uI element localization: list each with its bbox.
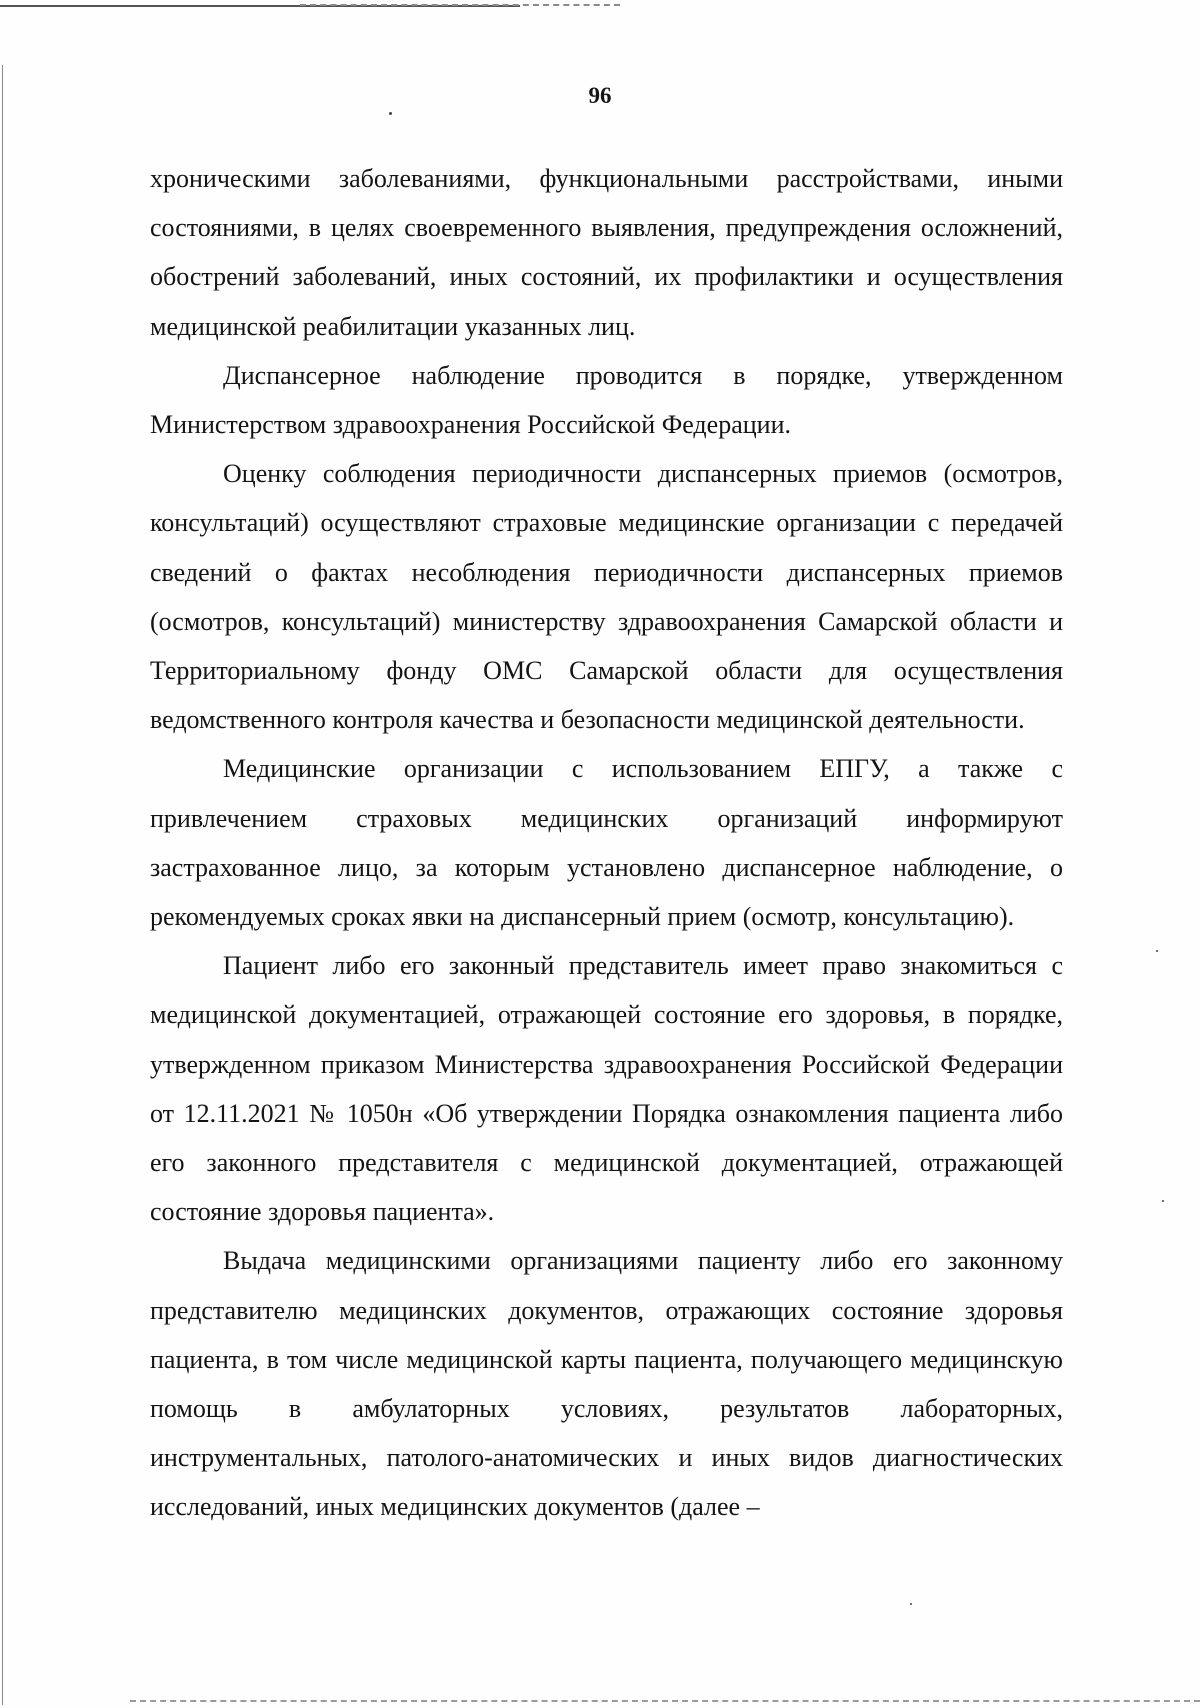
paragraph-dispensary-observation: Диспансерное наблюдение проводится в порядке, утвержденном Министерством здравоохранения Российской Федерации. [150, 360, 1063, 440]
paragraph-continuation: хроническими заболеваниями, функциональными расстройствами, иными состояниями, в целях своевременного выявления, предупреждения осложнений, обострений заболеваний, иных состояний, их профилактики и осуществления медицинской реабилитации указанных лиц. [150, 164, 1063, 341]
scan-edge-left [2, 65, 3, 1705]
scan-speck [1162, 1200, 1164, 1202]
scan-edge-top-noise [300, 4, 620, 6]
scan-speck [1156, 950, 1158, 952]
scan-speck [910, 1603, 912, 1605]
paragraph-access-to-records: Пациент либо его законный представитель имеет право знакомиться с медицинской документацией, отражающей состояние его здоровья, в порядке, утвержденном приказом Министерства здравоохранения Российской Федерации от 12.11.2021 № 1050н «Об утверждении Порядка ознакомления пациента либо его законного представителя с медицинской документацией, отражающей состояние здоровья пациента». [150, 951, 1063, 1227]
scan-edge-bottom [130, 1700, 1200, 1702]
document-body [150, 154, 1063, 1532]
page-number: 96 [588, 83, 612, 108]
scan-speck [389, 112, 392, 115]
paragraph-periodicity-assessment: Оценку соблюдения периодичности диспансерных приемов (осмотров, консультаций) осуществляют страховые медицинские организации с передачей сведений о фактах несоблюдения периодичности диспансерных приемов (осмотров, консультаций) министерству здравоохранения Самарской области и Территориальному фонду ОМС Самарской области для осуществления ведомственного контроля качества и безопасности медицинской деятельности. [150, 459, 1063, 735]
paragraph-patient-informing: Медицинские организации с использованием ЕПГУ, а также с привлечением страховых медицинских организаций информируют застрахованное лицо, за которым установлено диспансерное наблюдение, о рекомендуемых сроках явки на диспансерный прием (осмотр, консультацию). [150, 754, 1063, 932]
paragraph-issuing-documents: Выдача медицинскими организациями пациенту либо его законному представителю медицинских документов, отражающих состояние здоровья пациента, в том числе медицинской карты пациента, получающего медицинскую помощь в амбулаторных условиях, результатов лабораторных, инструментальных, патолого-анатомических и иных видов диагностических исследований, иных медицинских документов (далее – [150, 1246, 1063, 1522]
